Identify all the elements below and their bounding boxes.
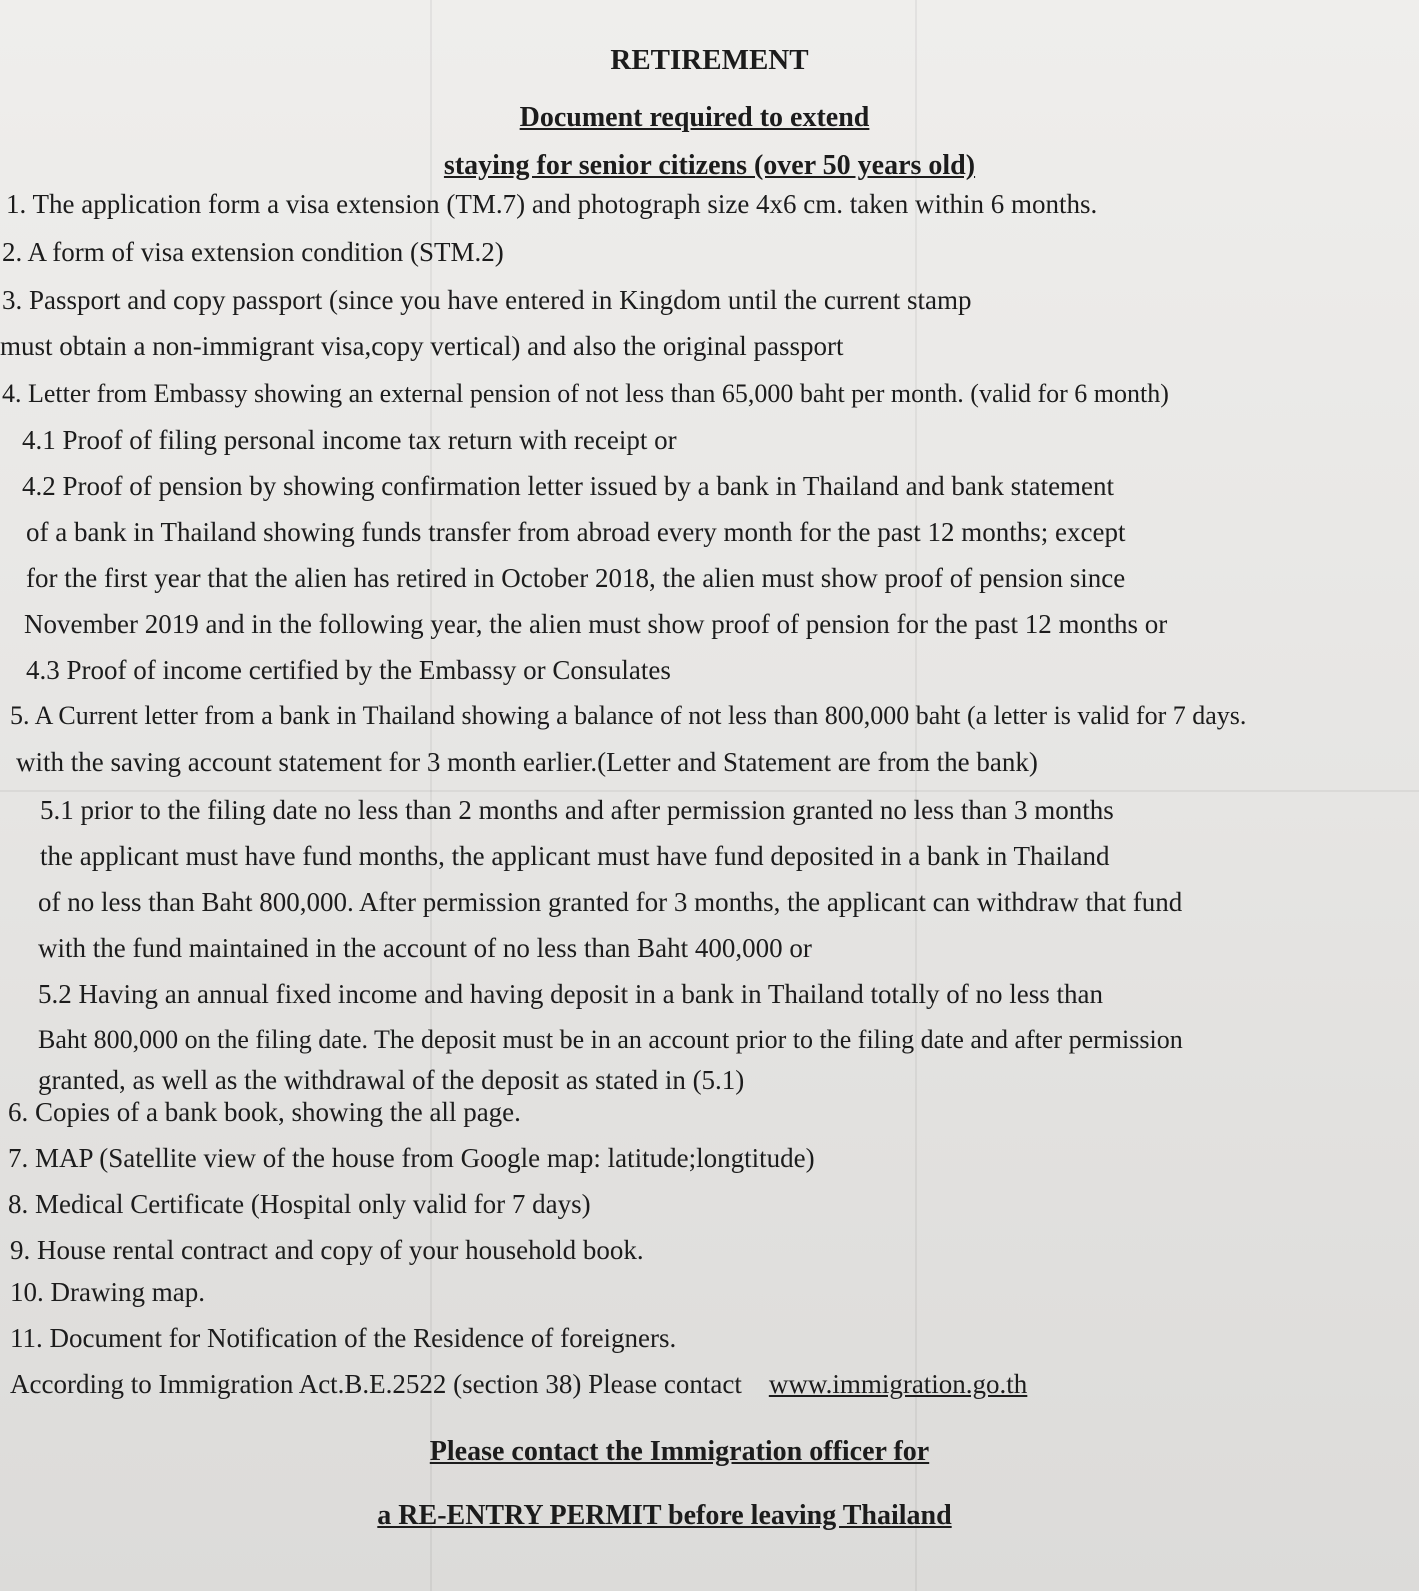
list-item: for the first year that the alien has retired in October 2018, the alien must show proof of pension since	[26, 563, 1126, 593]
list-item: 8. Medical Certificate (Hospital only valid for 7 days)	[8, 1189, 591, 1219]
act-text: According to Immigration Act.B.E.2522 (section 38) Please contact	[10, 1369, 742, 1399]
document-title: RETIREMENT	[610, 44, 809, 76]
list-item: the applicant must have fund months, the applicant must have fund deposited in a bank in Thailand	[40, 841, 1110, 871]
list-item: 7. MAP (Satellite view of the house from Google map: latitude;longtitude)	[8, 1143, 815, 1173]
document-subtitle: Document required to extend	[519, 102, 870, 133]
list-item: Baht 800,000 on the filing date. The deposit must be in an account prior to the filing date and after permission	[38, 1025, 1183, 1054]
list-item: 2. A form of visa extension condition (STM.2)	[2, 237, 504, 267]
list-item: 5.2 Having an annual fixed income and having deposit in a bank in Thailand totally of no less than	[38, 979, 1104, 1009]
list-item: 6. Copies of a bank book, showing the all page.	[8, 1097, 521, 1127]
list-item: 5.1 prior to the filing date no less than 2 months and after permission granted no less than 3 months	[40, 795, 1114, 825]
list-item: of a bank in Thailand showing funds transfer from abroad every month for the past 12 months; except	[26, 517, 1126, 547]
footer-notice: Please contact the Immigration officer for	[429, 1436, 930, 1467]
list-item: 4.2 Proof of pension by showing confirmation letter issued by a bank in Thailand and bank statement	[22, 471, 1115, 501]
list-item: granted, as well as the withdrawal of the deposit as stated in (5.1)	[38, 1065, 745, 1095]
list-item: 4. Letter from Embassy showing an external pension of not less than 65,000 baht per month. (valid for 6 month)	[2, 379, 1169, 408]
list-item: 9. House rental contract and copy of your household book.	[10, 1235, 644, 1265]
list-item: 3. Passport and copy passport (since you have entered in Kingdom until the current stamp	[2, 285, 972, 315]
fold-crease	[0, 790, 1419, 792]
list-item: of no less than Baht 800,000. After permission granted for 3 months, the applicant can withdraw that fund	[38, 887, 1183, 917]
list-item: 5. A Current letter from a bank in Thailand showing a balance of not less than 800,000 baht (a letter is valid for 7 days.	[10, 701, 1247, 730]
list-item: 10. Drawing map.	[10, 1277, 205, 1307]
list-item: 4.1 Proof of filing personal income tax return with receipt or	[22, 425, 677, 455]
list-item: November 2019 and in the following year, the alien must show proof of pension for the past 12 months or	[24, 609, 1168, 639]
website-link[interactable]: www.immigration.go.th	[768, 1369, 1028, 1399]
list-item: 4.3 Proof of income certified by the Embassy or Consulates	[26, 655, 671, 685]
list-item: with the saving account statement for 3 month earlier.(Letter and Statement are from the bank)	[16, 747, 1038, 777]
list-item: 1. The application form a visa extension (TM.7) and photograph size 4x6 cm. taken within 6 months.	[6, 189, 1098, 219]
list-item: 11. Document for Notification of the Residence of foreigners.	[10, 1323, 677, 1353]
list-item: must obtain a non-immigrant visa,copy vertical) and also the original passport	[0, 331, 844, 361]
act-reference	[10, 1368, 1027, 1400]
document-subtitle: staying for senior citizens (over 50 years old)	[443, 150, 976, 181]
list-item: with the fund maintained in the account of no less than Baht 400,000 or	[38, 933, 812, 963]
footer-notice: a RE-ENTRY PERMIT before leaving Thailand	[377, 1500, 952, 1531]
